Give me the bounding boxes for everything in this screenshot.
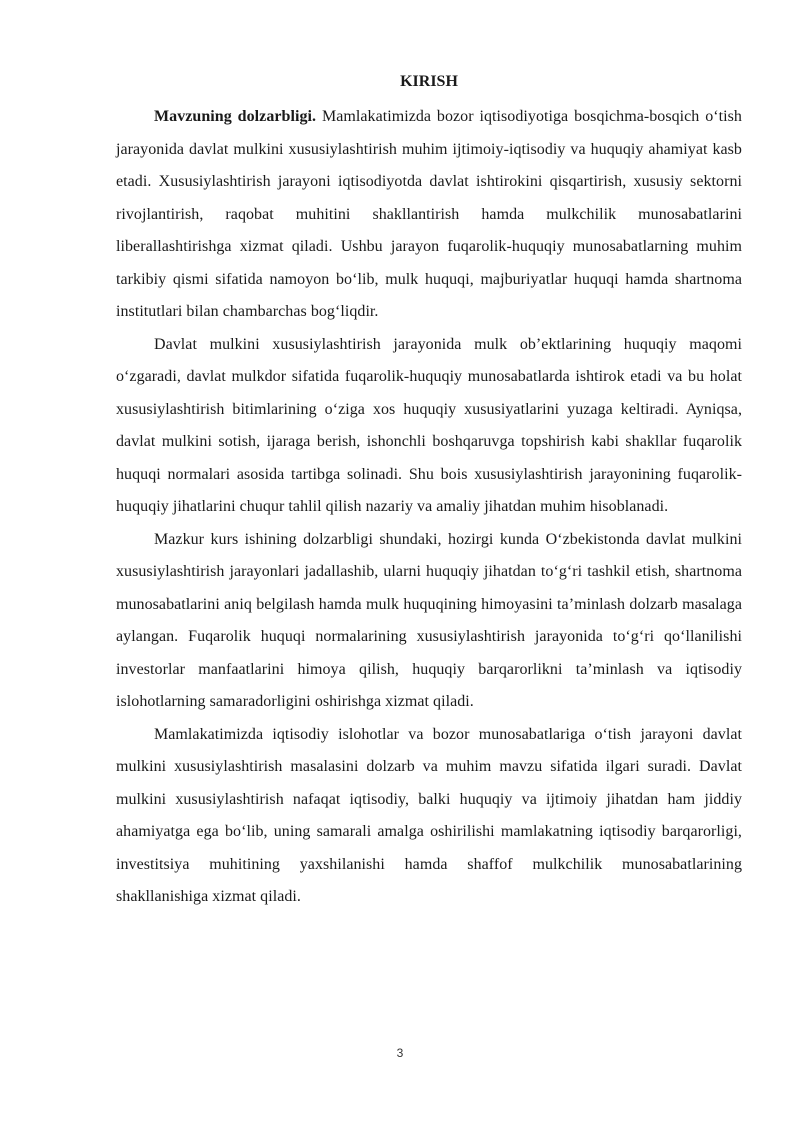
paragraph-relevance [116,101,742,329]
page-number: 3 [396,1046,404,1060]
paragraph-course-relevance [116,524,742,719]
paragraph-text: Davlat mulkini xususiylashtirish jarayonida mulk ob’ektlarining huquqiy maqomi o‘zgaradi, davlat mulkdor sifatida fuqarolik-huquqiy munosabatlarda ishtirok etadi va bu holat xususiylashtirish bitimlarining o‘ziga xos huquqiy xususiyatlarini yuzaga keltiradi. Ayniqsa, davlat mulkini sotish, ijaraga berish, ishonchli boshqaruvga topshirish kabi shakllar fuqarolik huquqi normalari asosida tartibga solinadi. Shu bois xususiylashtirish jarayonining fuqarolik-huquqiy jihatlarini chuqur tahlil qilish nazariy va amaliy jihatdan muhim hisoblanadi. [116,335,742,515]
document-page [116,72,742,914]
paragraph-economic-reforms [116,719,742,914]
section-heading: KIRISH [400,73,458,90]
paragraph-text: Mamlakatimizda bozor iqtisodiyotiga bosqichma-bosqich o‘tish jarayonida davlat mulkini xususiylashtirish muhim ijtimoiy-iqtisodiy va huquqiy ahamiyat kasb etadi. Xususiylashtirish jarayoni iqtisodiyotda davlat ishtirokini qisqartirish, xususiy sektorni rivojlantirish, raqobat muhitini shakllantirish hamda mulkchilik munosabatlarini liberallashtirishga xizmat qiladi. Ushbu jarayon fuqarolik-huquqiy munosabatlarning muhim tarkibiy qismi sifatida namoyon bo‘lib, mulk huquqi, majburiyatlar huquqi hamda shartnoma institutlari bilan chambarchas bog‘liqdir. [116,108,742,320]
paragraph-text: Mamlakatimizda iqtisodiy islohotlar va bozor munosabatlariga o‘tish jarayoni davlat mulkini xususiylashtirish masalasini dolzarb va muhim mavzu sifatida ilgari suradi. Davlat mulkini xususiylashtirish nafaqat iqtisodiy, balki huquqiy va ijtimoiy jihatdan ham jiddiy ahamiyatga ega bo‘lib, uning samarali amalga oshirilishi mamlakatning iqtisodiy barqarorligi, investitsiya muhitining yaxshilanishi hamda shaffof mulkchilik munosabatlarining shakllanishiga xizmat qiladi. [116,725,742,905]
paragraph-lead: Mavzuning dolzarbligi. [154,108,317,125]
paragraph-text: Mazkur kurs ishining dolzarbligi shundaki, hozirgi kunda O‘zbekistonda davlat mulkini xususiylashtirish jarayonlari jadallashib, ularni huquqiy jihatdan to‘g‘ri tashkil etish, shartnoma munosabatlarini aniq belgilash hamda mulk huquqining himoyasini ta’minlash dolzarb masalaga aylangan. Fuqarolik huquqi normalarining xususiylashtirish jarayonida to‘g‘ri qo‘llanilishi investorlar manfaatlarini himoya qilish, huquqiy barqarorlikni ta’minlash va iqtisodiy islohotlarning samaradorligini oshirishga xizmat qiladi. [116,530,742,710]
paragraph-legal-status [116,329,742,524]
